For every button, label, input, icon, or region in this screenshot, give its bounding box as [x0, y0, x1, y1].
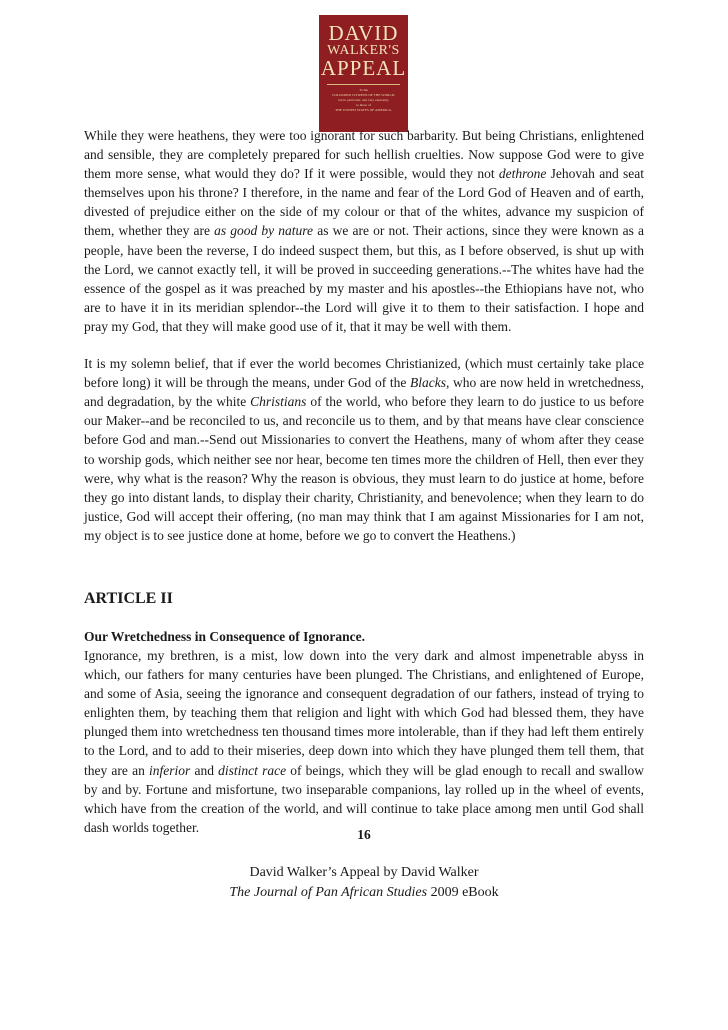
emphasis-text: as good by nature	[214, 223, 314, 239]
text-run: While they were heathens, they were too ignorant for such barbarity. But being Christians, enlightened and sensible, they are completely prepared for such hellish cruelties. Now suppose God were to give them more sense, what would they do? If it were possible, would they not	[84, 128, 644, 182]
emphasis-text: Christians	[250, 394, 307, 410]
book-cover-image	[319, 15, 408, 132]
cover-divider	[327, 84, 400, 85]
emphasis-text: distinct race	[218, 762, 287, 778]
footer	[0, 863, 728, 903]
cover-subtitle-3: but in particular, and very expressly,	[338, 98, 389, 102]
emphasis-text: dethrone	[498, 166, 547, 182]
page-number: 16	[357, 827, 371, 842]
emphasis-text: inferior	[149, 762, 191, 778]
text-run: Ignorance, my brethren, is a mist, low down into the very dark and almost impenetrable abyss in which, our fathers for many centuries have been plunged. The Christians, and enlightened of Europe, and some of Asia, seeing the ignorance and consequent degradation of our fathers, instead of trying to enlighten them, by teaching them that religion and light with which God had blessed them, they have plunged them into wretchedness ten thousand times more intolerable, than if they had left them entirely to the Lord, and to add to their miseries, deep down into which they have plunged them tell them, that they are an	[84, 647, 644, 778]
cover-title-line3: APPEAL	[320, 56, 407, 80]
footer-line-2-rest: 2009 eBook	[427, 885, 499, 900]
text-run: and	[190, 762, 219, 778]
footer-line-1: David Walker’s Appeal by David Walker	[249, 865, 479, 880]
page-content	[84, 126, 644, 837]
cover-subtitle-2: COLOURED CITIZENS OF THE WORLD,	[332, 93, 395, 97]
text-run: of beings, which they will be glad enough to recall and swallow by and by. Fortune and misfortune, two inseparable companions, lay rolled up in the wheel of events, which have from the creation of the world, and will continue to take place among men until God shall dash worlds together.	[84, 762, 644, 835]
article-subheading: Our Wretchedness in Consequence of Ignorance.	[84, 628, 366, 644]
paragraph-2	[84, 354, 644, 545]
text-run: It is my solemn belief, that if ever the world becomes Christianized, (which must certainly take place before long) it will be through the means, under God of the	[84, 356, 644, 391]
footer-journal-title: The Journal of Pan African Studies	[229, 885, 428, 900]
paragraph-3	[84, 646, 644, 837]
footer-line-2	[0, 883, 728, 903]
paragraph-1	[84, 126, 644, 336]
cover-subtitle-4: to those of	[356, 103, 371, 107]
cover-subtitle-5: THE UNITED STATES OF AMERICA.	[335, 108, 392, 112]
text-run: as we are or not. Their actions, since they were known as a people, have been the reverse, I do indeed suspect them, but this, as I before observed, is shut up with the Lord, we cannot exactly tell, it will be proved in succeeding generations.--The whites have had the essence of the gospel as it was preached by my master and his apostles--the Ethiopians have not, who are to have it in its meridian splendor--the Lord will give it to them to their satisfaction. I hope and pray my God, that they will make good use of it, that it may be well with them.	[84, 223, 645, 334]
text-run: who are now held in wretchedness, and degradation, by the white	[84, 375, 644, 410]
cover-title-line2: WALKER'S	[327, 43, 400, 58]
cover-subtitle-1: To the	[359, 88, 368, 92]
text-run: of the world, who before they learn to do justice to us before our Maker--and be reconciled to us, and reconcile us to them, and by that means have clear conscience before God and man.--Send out Missionaries to convert the Heathens, many of whom after they cease to worship gods, which neither see nor hear, become ten times more the children of Hell, then ever they were, why what is the reason? Why the reason is obvious, they must learn to do justice at home, before they go into distant lands, to display their charity, Christianity, and benevolence; when they learn to do justice, God will accept their offering, (no man may think that I am against Missionaries for I am not, my object is to see justice done at home, before we go to convert the Heathens.)	[84, 394, 644, 543]
article-heading: ARTICLE II	[84, 589, 173, 607]
cover-title-line1: DAVID	[328, 21, 399, 45]
text-run: Jehovah and seat themselves upon his throne? I therefore, in the name and fear of the Lord God of Heaven and of earth, divested of prejudice either on the side of my colour or that of the whites, advance my suspicion of them, whether they are	[84, 166, 644, 239]
emphasis-text: Blacks,	[409, 375, 450, 391]
